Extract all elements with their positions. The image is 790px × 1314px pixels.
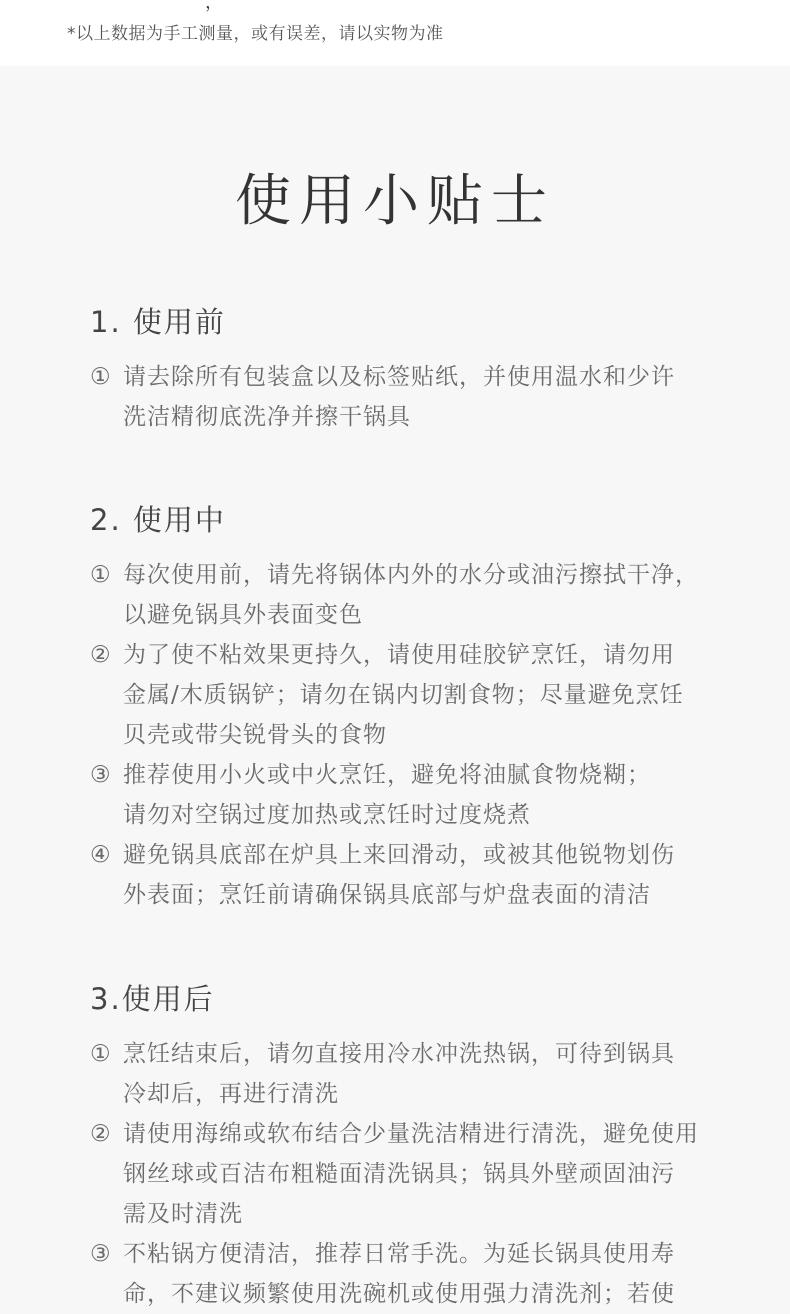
top-band xyxy=(0,0,790,66)
item-number: ③ xyxy=(90,762,111,788)
item-number: ① xyxy=(90,364,111,390)
item-number: ① xyxy=(90,562,111,588)
page-title: 使用小贴士 xyxy=(235,169,555,234)
item-number: ④ xyxy=(90,842,111,868)
item-text: 请去除所有包装盒以及标签贴纸，并使用温水和少许 洗洁精彻底洗净并擦干锅具 xyxy=(123,364,675,430)
measurement-disclaimer: *以上数据为手工测量，或有误差，请以实物为准 xyxy=(67,24,444,44)
item-number: ② xyxy=(90,1121,111,1147)
section-heading-during-use: 2. 使用中 xyxy=(90,503,226,537)
item-text: 每次使用前，请先将锅体内外的水分或油污擦拭干净， 以避免锅具外表面变色 xyxy=(123,562,699,628)
item-text: 不粘锅方便清洁，推荐日常手洗。为延长锅具使用寿 命，不建议频繁使用洗碗机或使用强力清洗剂；若使 xyxy=(123,1241,675,1307)
section-heading-after-use: 3.使用后 xyxy=(90,982,215,1016)
section-heading-before-use: 1. 使用前 xyxy=(90,305,226,339)
item-number: ① xyxy=(90,1041,111,1067)
item-text: 请使用海绵或软布结合少量洗洁精进行清洗，避免使用 钢丝球或百洁布粗糙面清洗锅具；锅具外壁顽固油污 需及时清洗 xyxy=(123,1121,699,1227)
item-text: 烹饪结束后，请勿直接用冷水冲洗热锅，可待到锅具 冷却后，再进行清洗 xyxy=(123,1041,675,1107)
item-text: 为了使不粘效果更持久，请使用硅胶铲烹饪，请勿用 金属/木质锅铲；请勿在锅内切割食物；尽量避免烹饪 贝壳或带尖锐骨头的食物 xyxy=(123,642,684,748)
item-number: ② xyxy=(90,642,111,668)
item-text: 推荐使用小火或中火烹饪，避免将油腻食物烧糊； 请勿对空锅过度加热或烹饪时过度烧煮 xyxy=(123,762,651,828)
item-text: 避免锅具底部在炉具上来回滑动，或被其他锐物划伤 外表面；烹饪前请确保锅具底部与炉盘表面的清洁 xyxy=(123,842,675,908)
cut-off-text: ， xyxy=(205,0,223,13)
item-number: ③ xyxy=(90,1241,111,1267)
